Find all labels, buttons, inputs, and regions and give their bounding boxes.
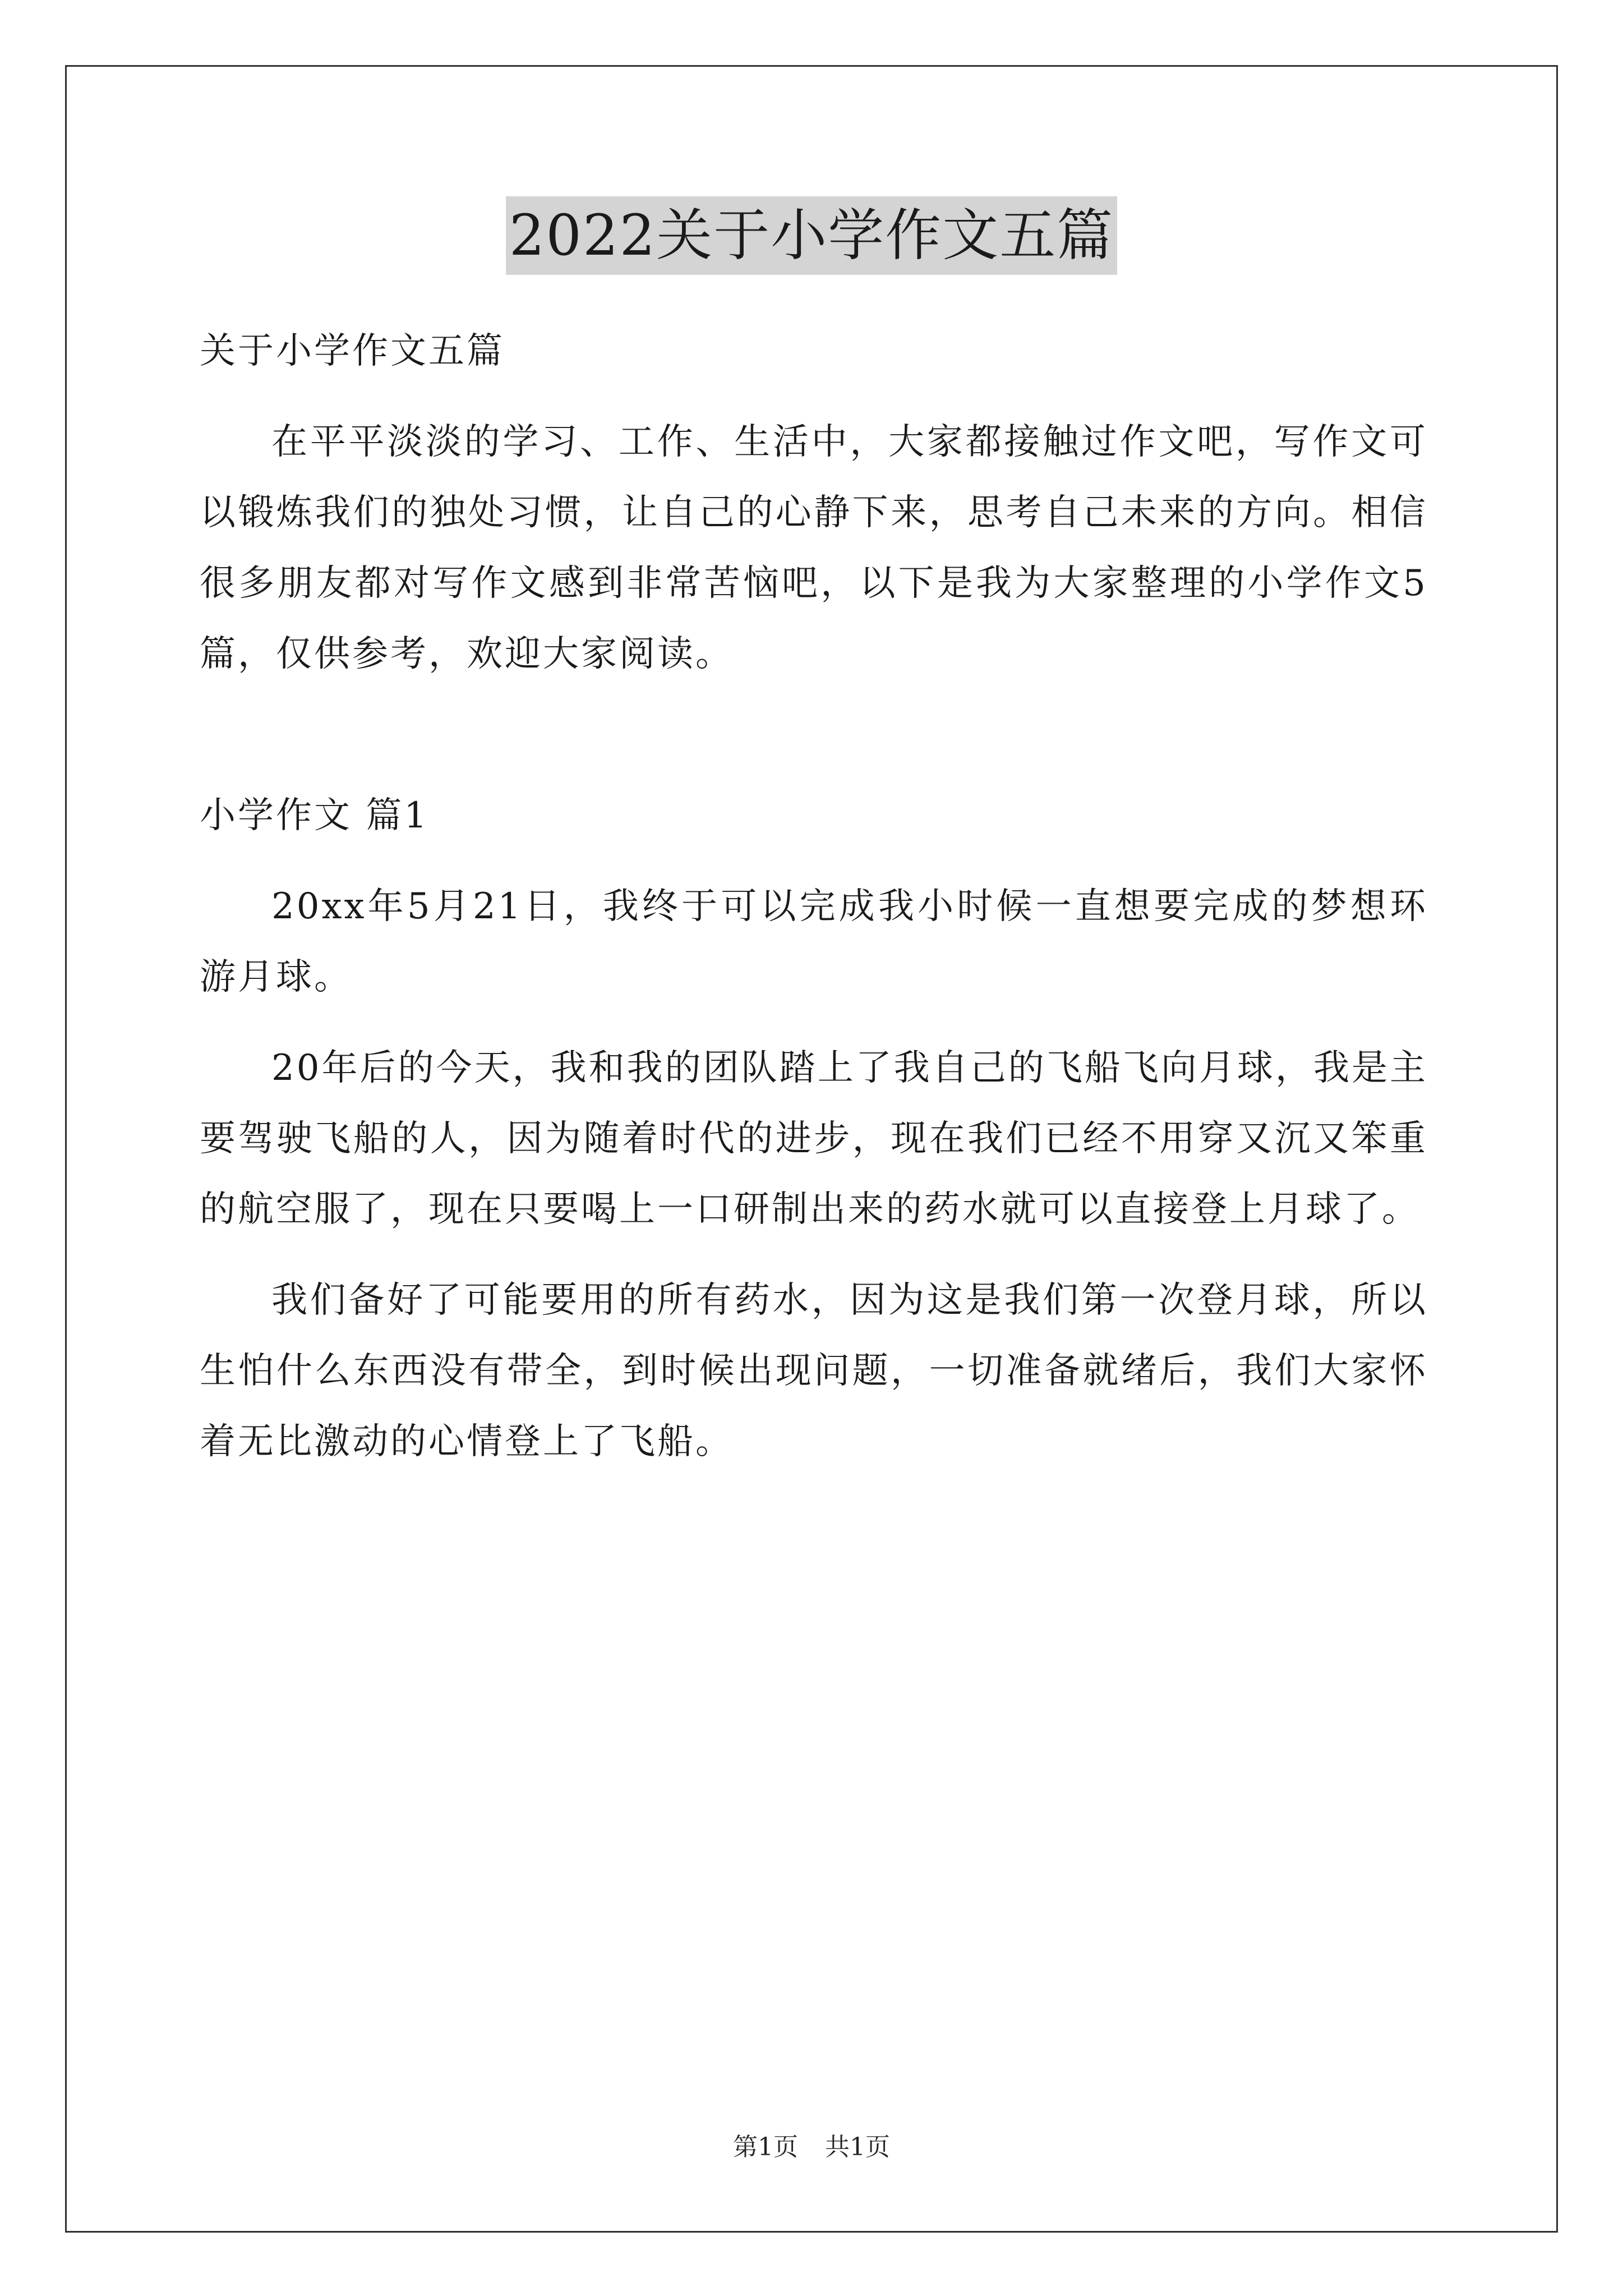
page-total: 共1页: [825, 2133, 890, 2161]
document-subtitle: 关于小学作文五篇: [200, 330, 505, 372]
section-heading: 小学作文 篇1: [200, 795, 430, 836]
body-paragraph: 我们备好了可能要用的所有药水，因为这是我们第一次登月球，所以生怕什么东西没有带全，到时候出现问题，一切准备就绪后，我们大家怀着无比激动的心情登上了飞船。: [200, 1280, 1428, 1462]
page-number: 第1页: [733, 2133, 798, 2161]
section-spacer: [200, 710, 1428, 780]
body-paragraph: 20xx年5月21日，我终于可以完成我小时候一直想要完成的梦想环游月球。: [200, 886, 1428, 998]
document-body: [200, 316, 1428, 1497]
intro-paragraph: 在平平淡淡的学习、工作、生活中，大家都接触过作文吧，写作文可以锻炼我们的独处习惯，让自己的心静下来，思考自己未来的方向。相信很多朋友都对写作文感到非常苦恼吧，以下是我为大家整理的小学作文5篇，仅供参考，欢迎大家阅读。: [200, 421, 1428, 675]
title-container: [0, 196, 1623, 275]
page-footer: [0, 2131, 1623, 2164]
document-title: 2022关于小学作文五篇: [506, 196, 1118, 275]
body-paragraph: 20年后的今天，我和我的团队踏上了我自己的飞船飞向月球，我是主要驾驶飞船的人，因为随着时代的进步，现在我们已经不用穿又沉又笨重的航空服了，现在只要喝上一口研制出来的药水就可以直接登上月球了。: [200, 1047, 1428, 1230]
